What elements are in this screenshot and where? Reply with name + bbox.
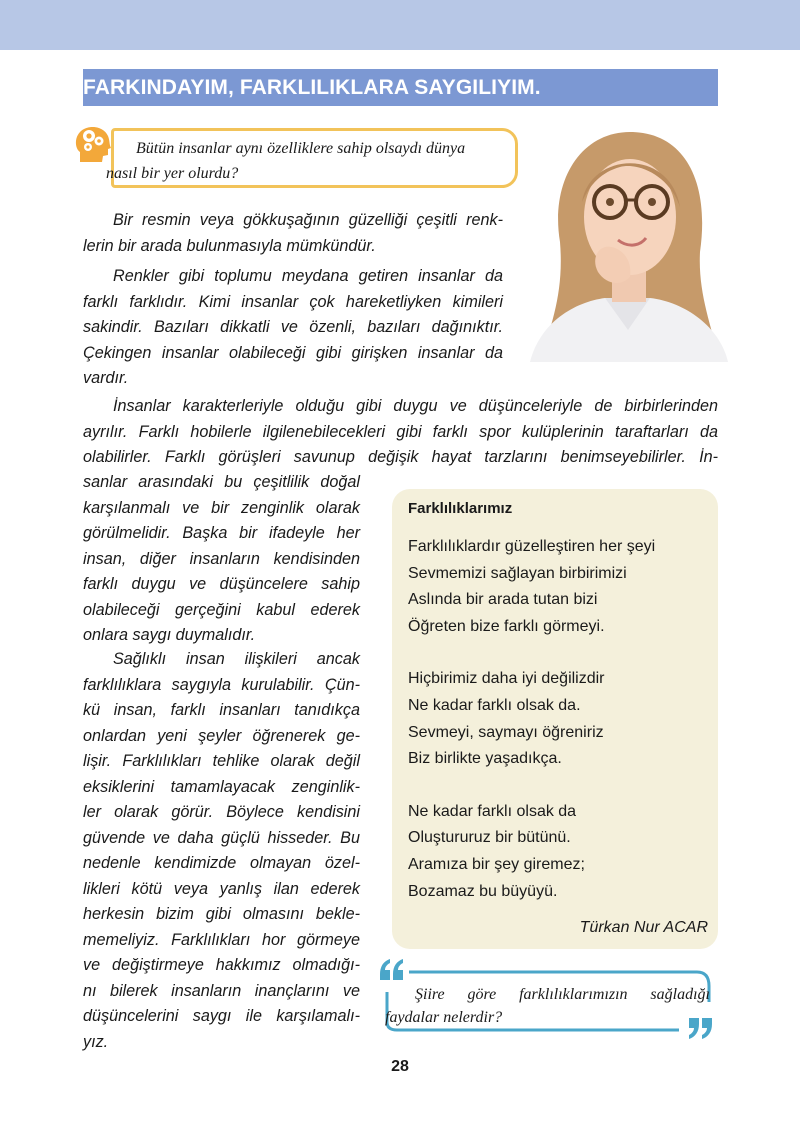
intro-question-line: Bütün insanlar aynı özelliklere sahip olsaydı dünya xyxy=(136,140,466,157)
poem-stanza xyxy=(408,799,655,905)
text-line: sanlar arasındaki bu çeşitlilik doğal xyxy=(83,473,360,491)
page-number: 28 xyxy=(391,1058,409,1075)
text-line: düşüncelerini saygı ile karşılamalı- xyxy=(83,1007,360,1025)
girl-photo xyxy=(520,122,732,362)
text-line: İnsanlar karakterleriyle olduğu gibi duygu ve düşünceleriyle de birbirlerinden xyxy=(113,397,718,415)
text-line: onlardan yeni şeyler öğrenerek ge- xyxy=(83,726,360,745)
poem-line: Ne kadar farklı olsak da. xyxy=(408,696,581,714)
text-line: görülmelidir. Başka bir ifadeyle her xyxy=(83,524,360,542)
text-line: ayrılır. Farklı hobilerle ilgilenebilecekleri gibi farklı spor kulüplerinin taraftarları da xyxy=(83,422,718,441)
text-line: Çekingen insanlar olabileceği gibi girişken insanlar da xyxy=(83,343,503,362)
poem-author: Türkan Nur ACAR xyxy=(579,919,708,936)
text-line: karşılanmalı ve bir zenginlik olarak xyxy=(83,498,360,517)
paragraph-1 xyxy=(83,208,503,259)
text-line: kü insan, farklı insanları tanıdıkça xyxy=(83,701,360,719)
poem-line: Sevmeyi, saymayı öğreniriz xyxy=(408,723,604,741)
poem-line: Hiçbirimiz daha iyi değilizdir xyxy=(408,670,605,688)
poem-line: Aramıza bir şey giremez; xyxy=(408,855,585,873)
poem-line: Bozamaz bu büyüyü. xyxy=(408,882,558,900)
poem-title: Farklılıklarımız xyxy=(408,500,513,517)
text-line: yız. xyxy=(83,1032,109,1051)
question-text xyxy=(385,983,710,1029)
paragraph-3 xyxy=(83,394,718,471)
text-line: memeliyiz. Farklılıkları hor görmeye xyxy=(83,930,360,949)
text-line: vardır. xyxy=(83,369,129,387)
paragraph-3-continued xyxy=(83,470,360,649)
text-line: Sağlıklı insan ilişkileri ancak xyxy=(113,650,360,668)
question-line: faydalar nelerdir? xyxy=(385,1009,503,1026)
poem-line: Oluştururuz bir bütünü. xyxy=(408,829,571,847)
paragraph-2 xyxy=(83,264,503,392)
text-line: sakindir. Bazıları dikkatli ve özenli, bazıları dağınıktır. xyxy=(83,318,503,336)
text-line: insan, diğer insanların kendisinden xyxy=(83,549,360,568)
text-line: nı bilerek insanların inançlarını ve xyxy=(83,981,360,1000)
text-line: lişir. Farklılıkları tehlike olarak değil xyxy=(83,752,360,770)
quote-open-icon xyxy=(378,958,406,982)
poem-stanza xyxy=(408,534,655,640)
poem-line: Ne kadar farklı olsak da xyxy=(408,802,577,820)
poem-line: Aslında bir arada tutan bizi xyxy=(408,591,598,609)
poem-text xyxy=(408,534,655,931)
intro-question-line: nasıl bir yer olurdu? xyxy=(106,165,239,182)
text-line: ve değiştirmeye hakkımız olmadığı- xyxy=(83,956,360,974)
text-line: olabilirler. Farklı görüşleri savunup değişik hayat tarzlarını benimseyebilirler. İn- xyxy=(83,448,718,466)
paragraph-4 xyxy=(83,647,360,1055)
text-line: farklı duygu ve düşüncelere sahip xyxy=(83,575,360,593)
poem-line: Farklılıklardır güzelleştiren her şeyi xyxy=(408,538,656,555)
text-line: ler olarak görür. Böylece kendisini xyxy=(83,803,360,821)
poem-line: Sevmemizi sağlayan birbirimizi xyxy=(408,564,627,582)
text-line: farklılıklara saygıyla kurulabilir. Çün- xyxy=(83,675,360,694)
poem-line: Biz birlikte yaşadıkça. xyxy=(408,750,562,768)
text-line: olabileceği gerçeğini kabul ederek xyxy=(83,600,360,619)
title-bar xyxy=(83,69,718,106)
text-line: herkesin bizim gibi olmasını bekle- xyxy=(83,905,360,923)
text-line: likleri kötü veya yanlış ilan ederek xyxy=(83,879,360,898)
text-line: Renkler gibi toplumu meydana getiren insanlar da xyxy=(113,267,503,285)
text-line: farklı farklıdır. Kimi insanlar çok hareketliyken kimileri xyxy=(83,292,503,311)
text-line: onlara saygı duymalıdır. xyxy=(83,626,256,644)
text-line: lerin bir arada bulunmasıyla mümkündür. xyxy=(83,236,376,255)
text-line: güvende ve daha güçlü hisseder. Bu xyxy=(83,828,360,847)
poem-line: Öğreten bize farklı görmeyi. xyxy=(408,617,605,635)
question-line: Şiire göre farklılıklarımızın sağladığı xyxy=(415,986,710,1003)
text-line: nedenle kendimizde olmayan özel- xyxy=(83,854,360,872)
poem-stanza xyxy=(408,666,655,772)
intro-question xyxy=(106,136,506,186)
page-title: FARKINDAYIM, FARKLILIKLARA SAYGILIYIM. xyxy=(83,76,541,99)
text-line: eksiklerini tamamlayacak zenginlik- xyxy=(83,777,360,796)
text-line: Bir resmin veya gökkuşağının güzelliği çeşitli renk- xyxy=(113,211,503,229)
top-band xyxy=(0,0,800,50)
